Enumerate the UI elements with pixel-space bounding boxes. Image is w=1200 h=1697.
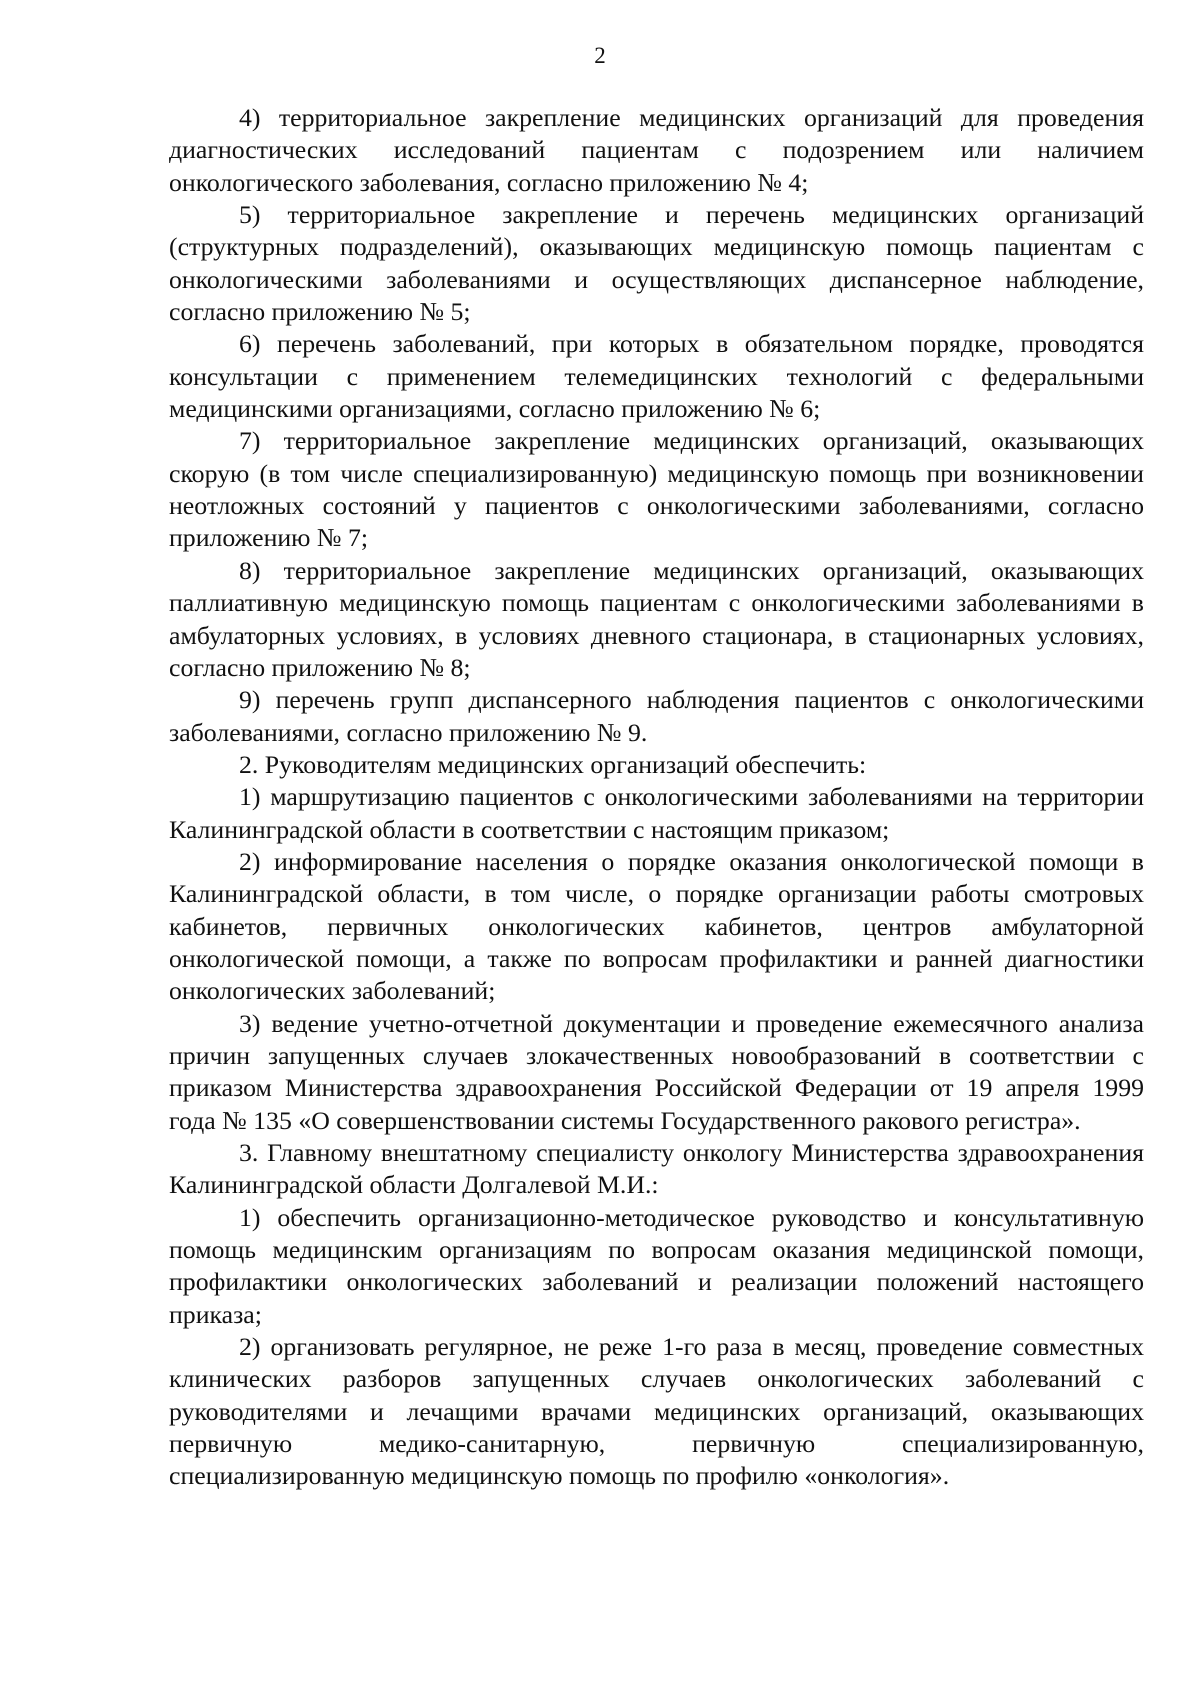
- section-2-item-2: 2) информирование населения о порядке оказания онкологической помощи в Калининградской области, в том числе, о порядке организации работы смотровых кабинетов, первичных онкологических кабинетов, центров амбулаторной онкологической помощи, а также по вопросам профилактики и ранней диагностики онкологических заболеваний;: [169, 846, 1144, 1006]
- document-body: [169, 102, 1144, 1493]
- section-3-item-1: 1) обеспечить организационно-методическое руководство и консультативную помощь медицинским организациям по вопросам оказания медицинской помощи, профилактики онкологических заболеваний и реализации положений настоящего приказа;: [169, 1202, 1144, 1329]
- paragraph-item-7: 7) территориальное закрепление медицинских организаций, оказывающих скорую (в том числе специализированную) медицинскую помощь при возникновении неотложных состояний у пациентов с онкологическими заболеваниями, согласно приложению № 7;: [169, 426, 1144, 553]
- section-2-heading: 2. Руководителям медицинских организаций обеспечить:: [239, 749, 867, 779]
- section-3-item-2: 2) организовать регулярное, не реже 1-го раза в месяц, проведение совместных клинических разборов запущенных случаев онкологических заболеваний с руководителями и лечащими врачами медицинских организаций, оказывающих первичную медико-санитарную, первичную специализированную, специализированную медицинскую помощь по профилю «онкология».: [169, 1332, 1144, 1491]
- section-3-heading: 3. Главному внештатному специалисту онкологу Министерства здравоохранения Калининградской области Долгалевой М.И.:: [169, 1138, 1144, 1200]
- section-2-item-1: 1) маршрутизацию пациентов с онкологическими заболеваниями на территории Калининградской области в соответствии с настоящим приказом;: [169, 782, 1144, 844]
- paragraph-item-9: 9) перечень групп диспансерного наблюдения пациентов с онкологическими заболеваниями, согласно приложению № 9.: [169, 685, 1144, 747]
- section-2-item-3: 3) ведение учетно-отчетной документации и проведение ежемесячного анализа причин запущенных случаев злокачественных новообразований в соответствии с приказом Министерства здравоохранения Российской Федерации от 19 апреля 1999 года № 135 «О совершенствовании системы Государственного ракового регистра».: [169, 1008, 1144, 1135]
- page-number: 2: [594, 43, 606, 68]
- paragraph-item-5: 5) территориальное закрепление и перечень медицинских организаций (структурных подразделений), оказывающих медицинскую помощь пациентам с онкологическими заболеваниями и осуществляющих диспансерное наблюдение, согласно приложению № 5;: [169, 200, 1144, 327]
- paragraph-item-6: 6) перечень заболеваний, при которых в обязательном порядке, проводятся консультации с применением телемедицинских технологий с федеральными медицинскими организациями, согласно приложению № 6;: [169, 329, 1144, 424]
- paragraph-item-8: 8) территориальное закрепление медицинских организаций, оказывающих паллиативную медицинскую помощь пациентам с онкологическими заболеваниями в амбулаторных условиях, в условиях дневного стационара, в стационарных условиях, согласно приложению № 8;: [169, 555, 1144, 682]
- paragraph-item-4: 4) территориальное закрепление медицинских организаций для проведения диагностических исследований пациентам с подозрением или наличием онкологического заболевания, согласно приложению № 4;: [169, 103, 1144, 197]
